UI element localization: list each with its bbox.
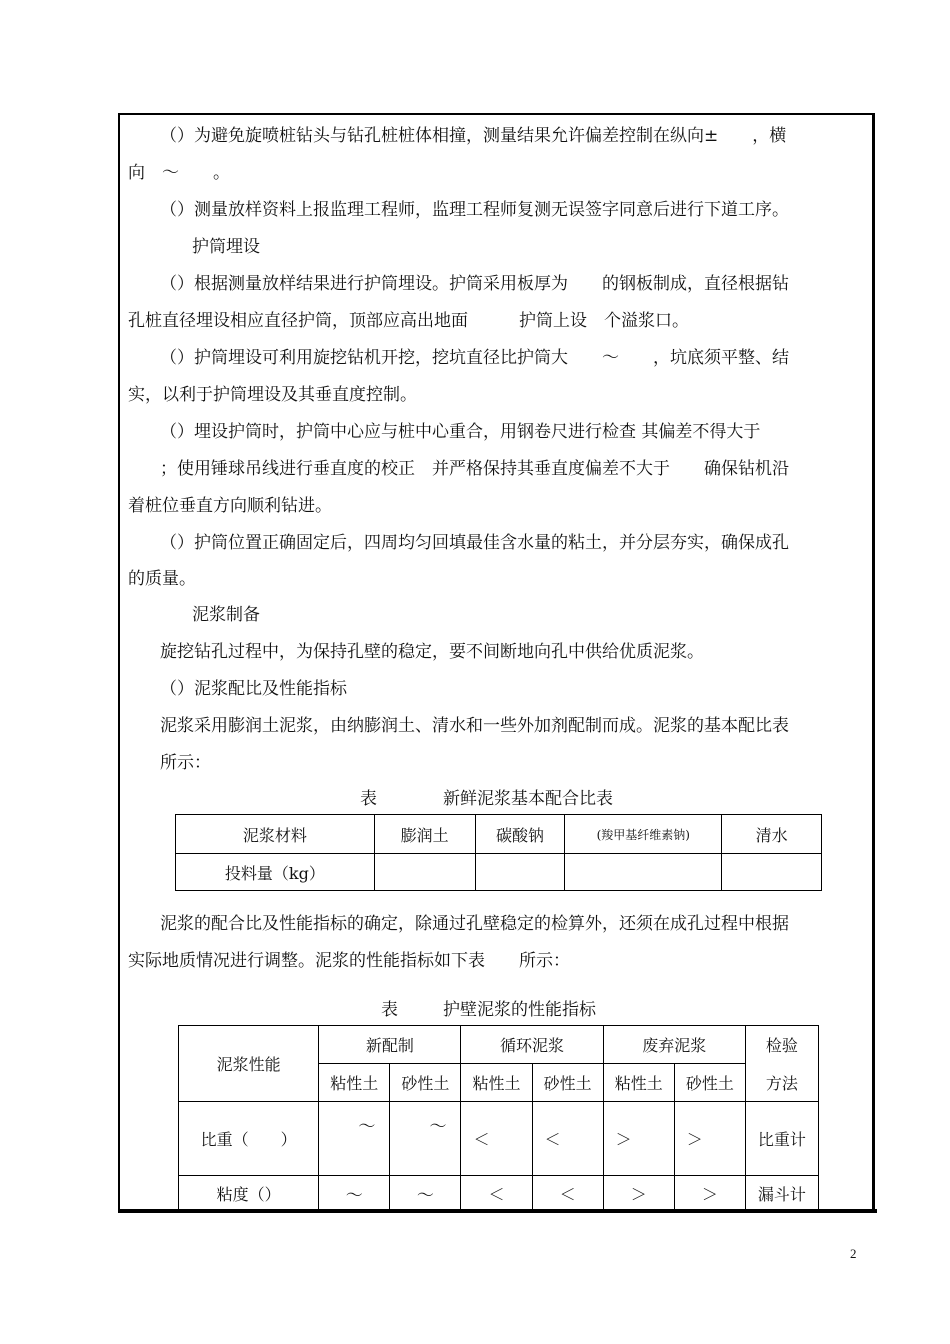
table2-sub-header: 砂性土 (532, 1064, 603, 1102)
table2-caption-title: 护壁泥浆的性能指标 (443, 1000, 596, 1020)
table2-cell: ＞ (603, 1102, 674, 1176)
table2-cell: ＞ (674, 1102, 745, 1176)
table2-row-label: 比重（ ） (179, 1102, 319, 1176)
text-line: 泥浆的配合比及性能指标的确定，除通过孔壁稳定的检算外，还须在成孔过程中根据 (160, 914, 789, 934)
table2-row-label: 粘度（） (179, 1176, 319, 1212)
table2-cell: ～ (390, 1176, 461, 1212)
table1-cell (565, 854, 722, 891)
section-heading: 护筒埋设 (192, 237, 260, 257)
page-number: 2 (850, 1246, 857, 1261)
text-line: 的质量。 (128, 569, 196, 589)
table2-sub-header: 粘性土 (603, 1064, 674, 1102)
table2-sub-header: 砂性土 (390, 1064, 461, 1102)
table1-header-cell: 泥浆材料 (176, 815, 375, 854)
table2-group-header: 废弃泥浆 (603, 1026, 745, 1064)
table2-cell: ～ (390, 1102, 461, 1176)
table2-cell: ＜ (461, 1102, 532, 1176)
text-line: （）为避免旋喷桩钻头与钻孔桩桩体相撞，测量结果允许偏差控制在纵向± ，横 (160, 126, 787, 146)
table2-cell: ～ (319, 1102, 390, 1176)
table1-header-cell: (羧甲基纤维素钠) (565, 815, 722, 854)
text-line: 孔桩直径埋设相应直径护筒，顶部应高出地面 护筒上设 个溢浆口。 (128, 311, 689, 331)
table2-cell: ＜ (532, 1176, 603, 1212)
mud-performance-table (178, 1025, 819, 1212)
table2-caption-prefix: 表 (381, 1000, 398, 1020)
table2-cell: ＞ (674, 1176, 745, 1212)
table1-caption-title: 新鲜泥浆基本配合比表 (443, 789, 613, 809)
text-line: （）测量放样资料上报监理工程师，监理工程师复测无误签字同意后进行下道工序。 (160, 200, 789, 220)
text-line: 着桩位垂直方向顺利钻进。 (128, 496, 332, 516)
text-line: （）根据测量放样结果进行护筒埋设。护筒采用板厚为 的钢板制成，直径根据钻 (160, 274, 789, 294)
text-line: 泥浆采用膨润土泥浆，由纳膨润土、清水和一些外加剂配制而成。泥浆的基本配比表 (160, 716, 789, 736)
text-line: 实际地质情况进行调整。泥浆的性能指标如下表 所示： (128, 951, 570, 971)
table2-method-cell: 漏斗计 (745, 1176, 818, 1212)
text-line: 向 ～ 。 (128, 163, 230, 183)
table1-header-cell: 清水 (722, 815, 822, 854)
table1-caption-prefix: 表 (360, 789, 377, 809)
table1-header-cell: 膨润土 (374, 815, 475, 854)
table2-group-header: 新配制 (319, 1026, 461, 1064)
text-line: 旋挖钻孔过程中，为保持孔壁的稳定，要不间断地向孔中供给优质泥浆。 (160, 642, 704, 662)
table2-sub-header: 砂性土 (674, 1064, 745, 1102)
table2-group-header: 循环泥浆 (461, 1026, 603, 1064)
table2-method-header-bottom: 方法 (745, 1064, 818, 1102)
text-line: （）护筒位置正确固定后，四周均匀回填最佳含水量的粘土，并分层夯实，确保成孔 (160, 533, 789, 553)
table2-sub-header: 粘性土 (461, 1064, 532, 1102)
table2-method-cell: 比重计 (745, 1102, 818, 1176)
table1-cell (374, 854, 475, 891)
text-line: 实，以利于护筒埋设及其垂直度控制。 (128, 385, 417, 405)
text-line: ；使用锤球吊线进行垂直度的校正 并严格保持其垂直度偏差不大于 确保钻机沿 (160, 459, 789, 479)
table2-cell: ＜ (461, 1176, 532, 1212)
text-line: （）埋设护筒时，护筒中心应与桩中心重合，用钢卷尺进行检查 其偏差不得大于 (160, 422, 761, 442)
table2-cell: ＞ (603, 1176, 674, 1212)
table1-header-cell: 碳酸钠 (475, 815, 565, 854)
mix-ratio-table (175, 814, 822, 891)
table2-cell: ＜ (532, 1102, 603, 1176)
text-line: （）泥浆配比及性能指标 (160, 679, 347, 699)
table2-sub-header: 粘性土 (319, 1064, 390, 1102)
table2-method-header-top: 检验 (745, 1026, 818, 1064)
section-heading: 泥浆制备 (192, 605, 260, 625)
table1-row-label: 投料量（kg） (176, 854, 375, 891)
text-line: 所示： (160, 753, 211, 773)
text-line: （）护筒埋设可利用旋挖钻机开挖，挖坑直径比护筒大 ～ ，坑底须平整、结 (160, 348, 789, 368)
table1-cell (475, 854, 565, 891)
table2-cell: ～ (319, 1176, 390, 1212)
table1-cell (722, 854, 822, 891)
table2-prop-header: 泥浆性能 (179, 1026, 319, 1102)
